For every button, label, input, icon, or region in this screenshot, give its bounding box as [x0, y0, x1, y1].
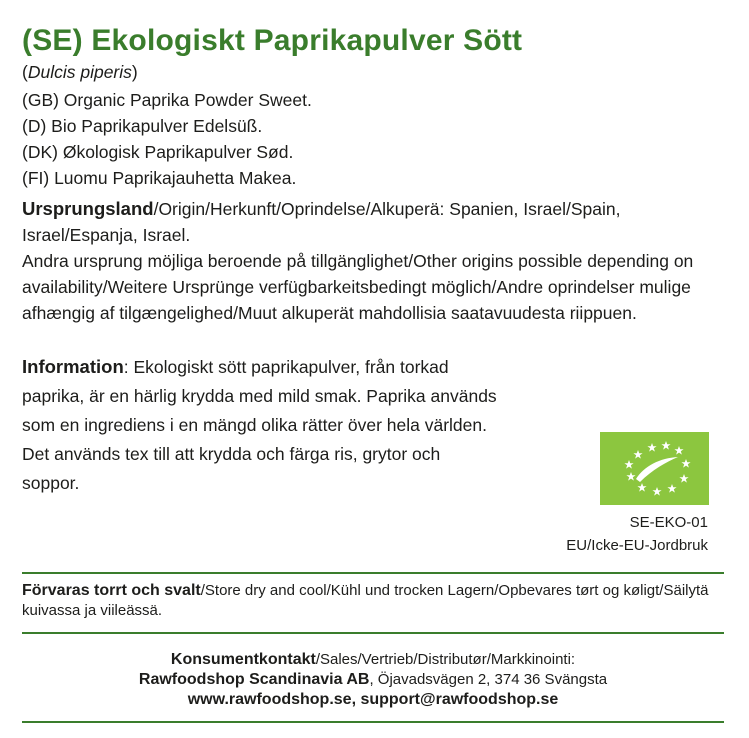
divider-top	[22, 572, 724, 574]
translation-de: (D) Bio Paprikapulver Edelsüß.	[22, 116, 263, 136]
eu-control-code: SE-EKO-01	[629, 514, 708, 531]
origin-text: /Origin/Herkunft/Oprindelse/Alkuperä: Spanien, Israel/Spain, Israel/Espanja, Israel.	[22, 199, 621, 245]
eu-organic-leaf-icon	[600, 432, 709, 505]
contact-section	[22, 650, 724, 710]
contact-line-3	[22, 690, 724, 710]
eu-organic-logo	[600, 432, 709, 505]
latin-name	[22, 60, 138, 85]
divider-middle	[22, 632, 724, 634]
latin-close: )	[131, 62, 138, 82]
translation-dk: (DK) Økologisk Paprikapulver Sød.	[22, 142, 294, 162]
contact-roles: /Sales/Vertrieb/Distributør/Markkinointi:	[315, 651, 576, 668]
eu-agriculture-origin: EU/Icke-EU-Jordbruk	[566, 537, 708, 554]
information-section	[22, 352, 502, 498]
origin-other: Andra ursprung möjliga beroende på tillgänglighet/Other origins possible depending on availability/Weitere Ursprünge verfügbarkeitsbedingt möglich/Andre oprindelser mulige afhængig af tilgængelighed/Muut alkuperät mahdollisia saatavuudesta riippuen.	[22, 251, 694, 323]
origin-section	[22, 196, 712, 326]
information-text: : Ekologiskt sött paprikapulver, från torkad paprika, är en härlig krydda med mild smak. Paprika används som en ingrediens i en mängd olika rätter över hela världen. Det används tex till att krydda och färga ris, grytor och soppor.	[22, 357, 497, 493]
information-lead: Information	[22, 356, 124, 377]
storage-lead: Förvaras torrt och svalt	[22, 582, 201, 599]
contact-line-1	[22, 650, 724, 670]
contact-lead: Konsumentkontakt	[170, 651, 316, 668]
contact-address: , Öjavadsvägen 2, 374 36 Svängsta	[369, 671, 608, 688]
product-title: (SE) Ekologiskt Paprikapulver Sött	[22, 24, 523, 57]
contact-company: Rawfoodshop Scandinavia AB	[138, 671, 370, 688]
contact-line-2	[22, 670, 724, 690]
latin-open: (	[22, 62, 28, 82]
contact-web-email: www.rawfoodshop.se, support@rawfoodshop.se	[187, 691, 559, 708]
translation-gb: (GB) Organic Paprika Powder Sweet.	[22, 90, 312, 110]
divider-bottom	[22, 721, 724, 723]
latin-name-text: Dulcis piperis	[27, 62, 132, 82]
translation-fi: (FI) Luomu Paprikajauhetta Makea.	[22, 168, 297, 188]
storage-text: /Store dry and cool/Kühl und trocken Lagern/Opbevares tørt og køligt/Säilytä kuivassa ja viileässä.	[22, 582, 709, 619]
storage-section	[22, 581, 712, 621]
origin-lead: Ursprungsland	[22, 198, 154, 219]
